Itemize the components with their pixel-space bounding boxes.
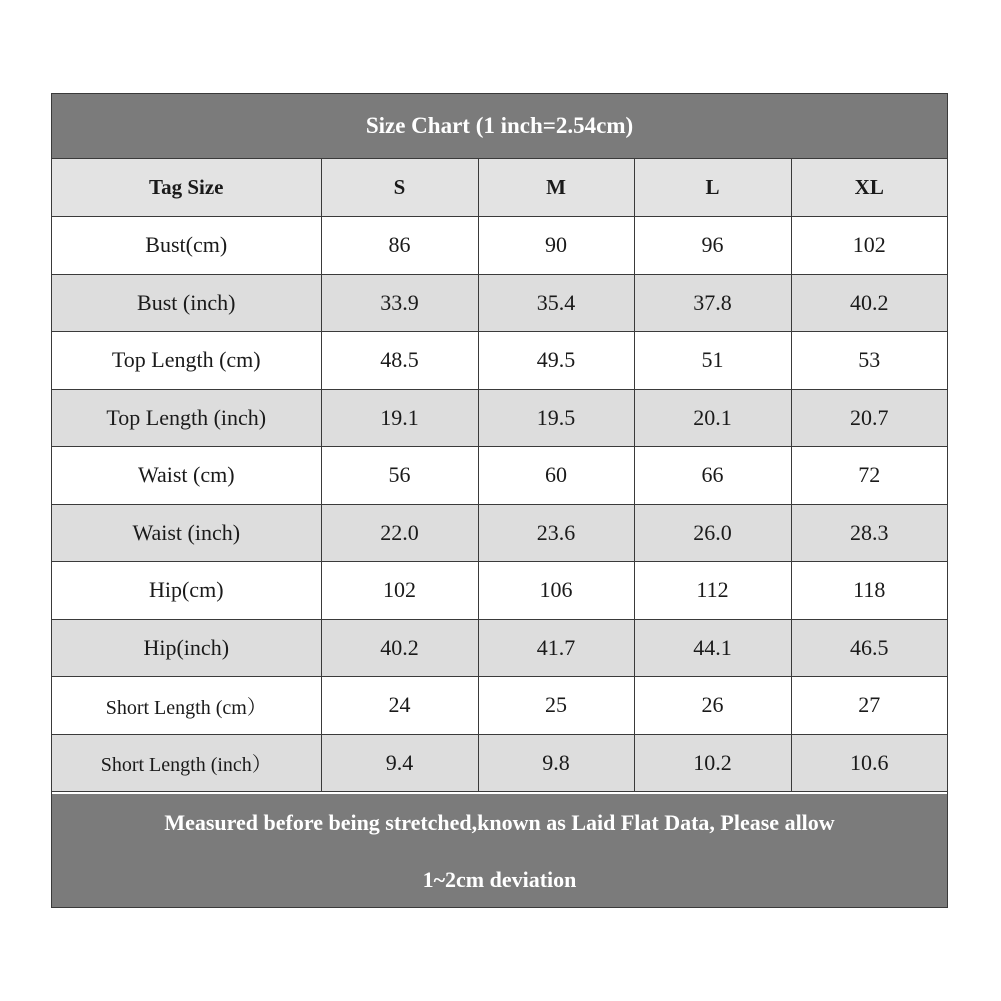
table-cell: 40.2	[321, 619, 478, 677]
row-label: Waist (cm)	[52, 447, 321, 505]
table-cell: 48.5	[321, 332, 478, 390]
header-size-l: L	[634, 159, 791, 217]
table-row	[52, 274, 947, 332]
chart-title: Size Chart (1 inch=2.54cm)	[52, 94, 947, 159]
row-label: Hip(inch)	[52, 619, 321, 677]
table-row	[52, 677, 947, 735]
row-label: Waist (inch)	[52, 504, 321, 562]
table-cell: 9.4	[321, 734, 478, 792]
table-cell: 9.8	[478, 734, 634, 792]
table-cell: 106	[478, 562, 634, 620]
footer-note-line-2: 1~2cm deviation	[422, 867, 577, 892]
table-row	[52, 562, 947, 620]
table-cell: 26.0	[634, 504, 791, 562]
row-label: Short Length (inch）	[52, 734, 321, 792]
table-cell: 112	[634, 562, 791, 620]
size-chart	[51, 93, 948, 908]
table-cell: 72	[791, 447, 947, 505]
table-cell: 10.2	[634, 734, 791, 792]
table-cell: 56	[321, 447, 478, 505]
header-size-m: M	[478, 159, 634, 217]
row-label: Short Length (cm）	[52, 677, 321, 735]
table-cell: 27	[791, 677, 947, 735]
table-row	[52, 619, 947, 677]
table-row	[52, 447, 947, 505]
header-size-xl: XL	[791, 159, 947, 217]
table-cell: 46.5	[791, 619, 947, 677]
table-cell: 24	[321, 677, 478, 735]
table-cell: 19.5	[478, 389, 634, 447]
row-label: Hip(cm)	[52, 562, 321, 620]
table-row	[52, 217, 947, 275]
row-label: Bust (inch)	[52, 274, 321, 332]
table-cell: 40.2	[791, 274, 947, 332]
table-cell: 53	[791, 332, 947, 390]
table-header-row	[52, 159, 947, 217]
table-cell: 10.6	[791, 734, 947, 792]
table-cell: 25	[478, 677, 634, 735]
table-cell: 60	[478, 447, 634, 505]
table-cell: 90	[478, 217, 634, 275]
table-row	[52, 332, 947, 390]
table-cell: 20.1	[634, 389, 791, 447]
table-row	[52, 504, 947, 562]
row-label: Top Length (inch)	[52, 389, 321, 447]
table-cell: 23.6	[478, 504, 634, 562]
footer-note-line-1: Measured before being stretched,known as Laid Flat Data, Please allow	[164, 810, 835, 835]
table-cell: 96	[634, 217, 791, 275]
table-cell: 51	[634, 332, 791, 390]
table-cell: 41.7	[478, 619, 634, 677]
footer-note	[52, 794, 947, 907]
header-size-s: S	[321, 159, 478, 217]
table-cell: 102	[791, 217, 947, 275]
table-cell: 35.4	[478, 274, 634, 332]
header-tag-size: Tag Size	[52, 159, 321, 217]
table-cell: 66	[634, 447, 791, 505]
table-cell: 86	[321, 217, 478, 275]
table-cell: 20.7	[791, 389, 947, 447]
table-cell: 28.3	[791, 504, 947, 562]
table-cell: 26	[634, 677, 791, 735]
row-label: Bust(cm)	[52, 217, 321, 275]
table-cell: 44.1	[634, 619, 791, 677]
row-label: Top Length (cm)	[52, 332, 321, 390]
table-cell: 37.8	[634, 274, 791, 332]
size-table	[52, 159, 947, 792]
table-cell: 33.9	[321, 274, 478, 332]
table-cell: 19.1	[321, 389, 478, 447]
table-cell: 22.0	[321, 504, 478, 562]
table-row	[52, 389, 947, 447]
table-cell: 49.5	[478, 332, 634, 390]
table-cell: 102	[321, 562, 478, 620]
table-row	[52, 734, 947, 792]
table-cell: 118	[791, 562, 947, 620]
